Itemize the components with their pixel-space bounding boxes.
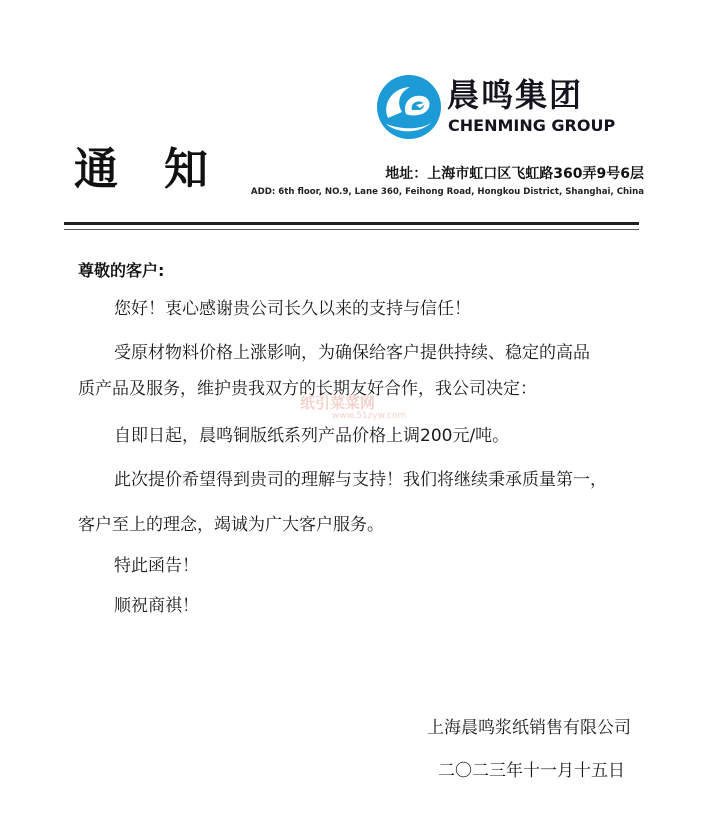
header-divider-thick	[64, 222, 639, 225]
body-line-greeting: 您好！衷心感谢贵公司长久以来的支持与信任！	[114, 299, 471, 319]
address-en: ADD: 6th floor, NO.9, Lane 360, Feihong Road, Hongkou District, Shanghai, China	[250, 187, 644, 197]
brand-name-cn: 晨鸣集团	[447, 76, 584, 114]
body-line: 受原材物料价格上涨影响，为确保给客户提供持续、稳定的高品	[114, 343, 590, 363]
watermark-url: www.51zyw.com	[332, 411, 407, 421]
body-line-regards: 顺祝商祺！	[114, 596, 199, 616]
body-line: 质产品及服务，维护贵我双方的长期友好合作，我公司决定：	[78, 379, 537, 399]
address-cn: 地址：上海市虹口区飞虹路360弄9号6层	[385, 166, 644, 182]
salutation: 尊敬的客户:	[78, 261, 165, 280]
signature-company: 上海晨鸣浆纸销售有限公司	[427, 718, 631, 738]
chenming-logo-icon	[376, 74, 442, 140]
notice-title: 通知	[74, 144, 254, 195]
body-line: 此次提价希望得到贵司的理解与支持！我们将继续秉承质量第一，	[114, 470, 607, 490]
watermark: 纸引菜菜网	[300, 394, 376, 412]
signature-date: 二〇二三年十一月十五日	[438, 761, 625, 781]
header-divider-thin	[64, 229, 639, 230]
body-line: 客户至上的理念，竭诚为广大客户服务。	[78, 515, 384, 535]
body-line-closing: 特此函告！	[114, 556, 199, 576]
body-line-price-change: 自即日起，晨鸣铜版纸系列产品价格上调200元/吨。	[114, 426, 510, 446]
brand-name-en: CHENMING GROUP	[448, 116, 616, 135]
